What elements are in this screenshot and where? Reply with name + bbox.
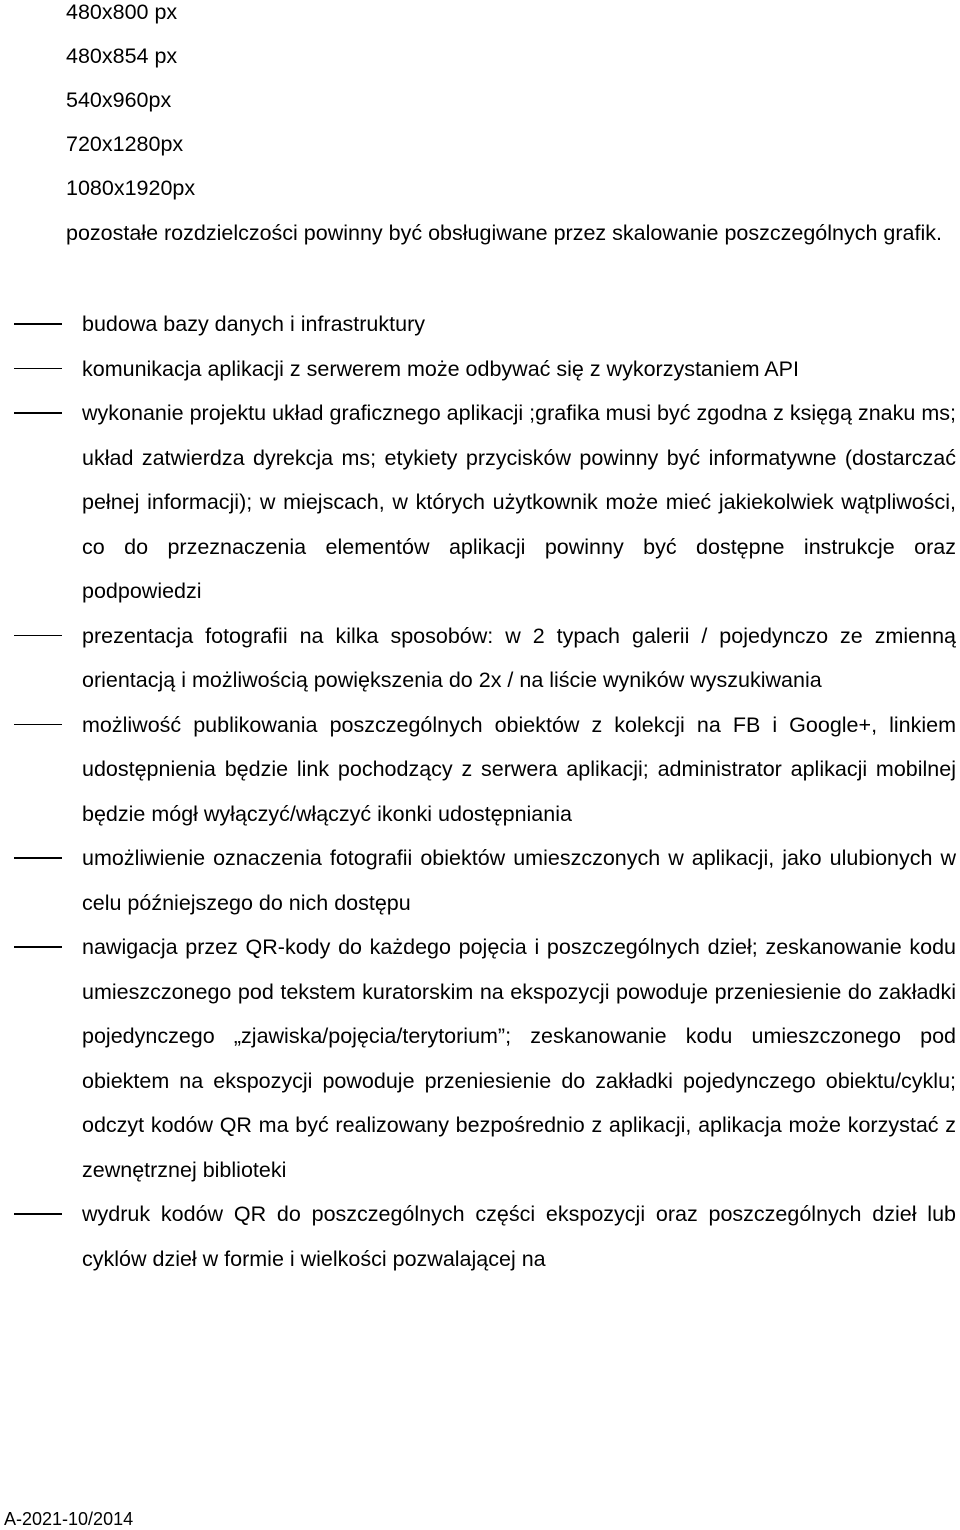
list-item-text: umożliwienie oznaczenia fotografii obiektów umieszczonych w aplikacji, jako ulubionych w celu późniejszego do nich dostępu	[82, 846, 956, 915]
list-item	[0, 703, 956, 837]
list-item	[0, 302, 956, 347]
list-item-text: nawigacja przez QR-kody do każdego pojęcia i poszczególnych dzieł; zeskanowanie kodu umieszczonego pod tekstem kuratorskim na ekspozycji powoduje przeniesienie do zakładki pojedynczego „zjawiska/pojęcia/terytorium”; zeskanowanie kodu umieszczonego pod obiektem na ekspozycji powoduje przeniesienie do zakładki pojedynczego obiektu/cyklu; odczyt kodów QR ma być realizowany bezpośrednio z aplikacji, aplikacja może korzystać z zewnętrznej biblioteki	[82, 935, 956, 1182]
dash-bullet-icon	[14, 946, 62, 948]
list-item-text: budowa bazy danych i infrastruktury	[82, 312, 425, 336]
dash-bullet-icon	[14, 857, 62, 859]
list-item-text: wydruk kodów QR do poszczególnych części ekspozycji oraz poszczególnych dzieł lub cyklów dzieł w formie i wielkości pozwalającej na	[82, 1202, 956, 1271]
list-item	[0, 925, 956, 1192]
dash-bullet-icon	[14, 1213, 62, 1215]
dash-bullet-icon	[14, 724, 62, 726]
document-footer-code: A-2021-10/2014	[4, 1509, 134, 1529]
resolution-line: 480x800 px	[66, 0, 178, 24]
list-item-text: prezentacja fotografii na kilka sposobów: w 2 typach galerii / pojedynczo ze zmienną orientacją i możliwością powiększenia do 2x / na liście wyników wyszukiwania	[82, 623, 956, 692]
scaling-note: pozostałe rozdzielczości powinny być obsługiwane przez skalowanie poszczególnych grafik.	[66, 221, 942, 245]
list-item	[0, 614, 956, 703]
list-item-text: możliwość publikowania poszczególnych obiektów z kolekcji na FB i Google+, linkiem udostępnienia będzie link pochodzący z serwera aplikacji; administrator aplikacji mobilnej będzie mógł wyłączyć/włączyć ikonki udostępniania	[82, 712, 956, 826]
dash-bullet-icon	[14, 368, 62, 370]
resolution-line: 720x1280px	[66, 132, 184, 156]
resolution-line: 540x960px	[66, 88, 172, 112]
list-item-text: komunikacja aplikacji z serwerem może odbywać się z wykorzystaniem API	[82, 356, 799, 381]
resolution-line: 480x854 px	[66, 44, 178, 68]
requirements-list	[0, 302, 960, 1281]
list-item	[0, 347, 956, 392]
dash-bullet-icon	[14, 635, 62, 637]
resolution-line: 1080x1920px	[66, 176, 196, 200]
list-item	[0, 836, 956, 925]
list-item	[0, 1192, 956, 1281]
list-item	[0, 391, 956, 614]
dash-bullet-icon	[14, 323, 62, 325]
list-item-text: wykonanie projektu układ graficznego aplikacji ;grafika musi być zgodna z księgą znaku ms; układ zatwierdza dyrekcja ms; etykiety przycisków powinny być informatywne (dostarczać pełnej informacji); w miejscach, w których użytkownik może mieć jakiekolwiek wątpliwości, co do przeznaczenia elementów aplikacji powinny być dostępne instrukcje oraz podpowiedzi	[82, 401, 956, 603]
dash-bullet-icon	[14, 412, 62, 414]
